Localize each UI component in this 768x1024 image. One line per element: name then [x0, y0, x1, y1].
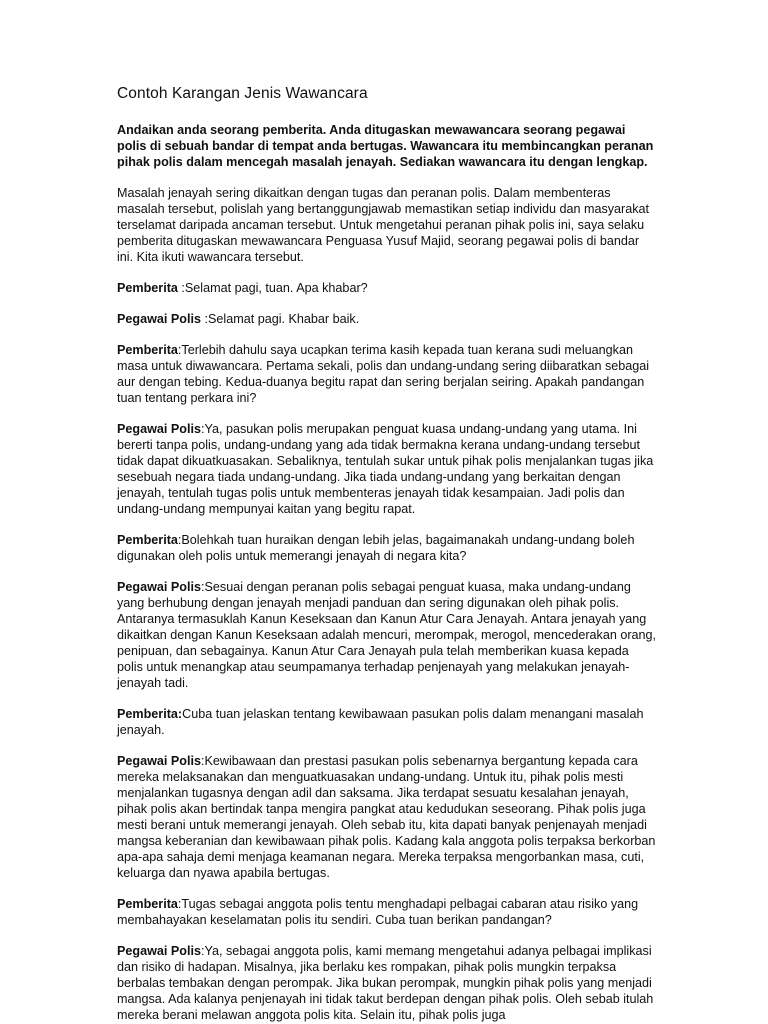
dialogue-paragraph — [117, 280, 658, 296]
dialogue-paragraph — [117, 896, 658, 928]
dialogue-paragraph — [117, 311, 658, 327]
speaker-label: Pegawai Polis — [117, 580, 201, 594]
dialogue-text: :Bolehkah tuan huraikan dengan lebih jelas, bagaimanakah undang-undang boleh digunakan oleh polis untuk memerangi jenayah di negara kita? — [117, 533, 635, 563]
dialogue-text: :Terlebih dahulu saya ucapkan terima kasih kepada tuan kerana sudi meluangkan masa untuk diwawancara. Pertama sekali, polis dan undang-undang sering diibaratkan sebagai aur dengan tebing. Kedua-duanya begitu rapat dan sering berjalan seiring. Apakah pandangan tuan tentang perkara ini? — [117, 343, 650, 405]
speaker-label: Pemberita: — [117, 707, 183, 721]
speaker-label: Pegawai Polis — [117, 312, 201, 326]
dialogue-text: :Ya, sebagai anggota polis, kami memang mengetahui adanya pelbagai implikasi dan risiko di hadapan. Misalnya, jika berlaku kes rompakan, pihak polis mungkin terpaksa berbalas tembakan dengan perompak. Jika bukan perompak, mungkin pihak polis yang menjadi mangsa. Ada kalanya penjenayah ini tidak takut berdepan dengan pihak polis. Oleh sebab itulah mereka berani melawan anggota polis kita. Selain itu, pihak polis juga — [117, 944, 654, 1022]
dialogue-text: :Tugas sebagai anggota polis tentu menghadapi pelbagai cabaran atau risiko yang membahayakan keselamatan polis itu sendiri. Cuba tuan berikan pandangan? — [117, 897, 639, 927]
speaker-label: Pegawai Polis — [117, 422, 201, 436]
intro-paragraph: Masalah jenayah sering dikaitkan dengan tugas dan peranan polis. Dalam membenteras masalah tersebut, polislah yang bertanggungjawab memastikan setiap individu dan masyarakat terselamat daripada ancaman tersebut. Untuk mengetahui peranan pihak polis ini, saya selaku pemberita ditugaskan mewawancara Penguasa Yusuf Majid, seorang pegawai polis di bandar ini. Kita ikuti wawancara tersebut. — [117, 186, 650, 264]
dialogue-text: Cuba tuan jelaskan tentang kewibawaan pasukan polis dalam menangani masalah jenayah. — [117, 707, 644, 737]
dialogue-paragraph — [117, 342, 658, 406]
speaker-label: Pemberita — [117, 281, 178, 295]
dialogue-paragraph — [117, 706, 658, 738]
task-instruction: Andaikan anda seorang pemberita. Anda ditugaskan mewawancara seorang pegawai polis di sebuah bandar di tempat anda bertugas. Wawancara itu membincangkan peranan pihak polis dalam mencegah masalah jenayah. Sediakan wawancara itu dengan lengkap. — [117, 123, 654, 169]
dialogue-text: :Selamat pagi. Khabar baik. — [201, 312, 360, 326]
dialogue-text: :Selamat pagi, tuan. Apa khabar? — [177, 281, 368, 295]
speaker-label: Pemberita — [117, 343, 178, 357]
interview-dialogue — [117, 280, 658, 1023]
dialogue-text: :Sesuai dengan peranan polis sebagai penguat kuasa, maka undang-undang yang berhubung dengan jenayah menjadi panduan dan sering digunakan oleh pihak polis. Antaranya termasuklah Kanun Keseksaan dan Kanun Atur Cara Jenayah. Antara jenayah yang dikaitkan dengan Kanun Keseksaan adalah mencuri, merompak, merogol, mencederakan orang, penipuan, dan sebagainya. Kanun Atur Cara Jenayah pula telah memberikan kuasa kepada polis untuk menangkap atau seumpamanya terhadap penjenayah yang melakukan jenayah-jenayah tadi. — [117, 580, 657, 690]
dialogue-paragraph — [117, 532, 658, 564]
dialogue-paragraph — [117, 579, 658, 691]
document-title: Contoh Karangan Jenis Wawancara — [117, 85, 368, 102]
speaker-label: Pegawai Polis — [117, 754, 201, 768]
dialogue-paragraph — [117, 421, 658, 517]
speaker-label: Pegawai Polis — [117, 944, 201, 958]
dialogue-paragraph — [117, 753, 658, 881]
speaker-label: Pemberita — [117, 897, 178, 911]
dialogue-paragraph — [117, 943, 658, 1023]
dialogue-text: :Kewibawaan dan prestasi pasukan polis sebenarnya bergantung kepada cara mereka melaksanakan dan menguatkuasakan undang-undang. Untuk itu, pihak polis mesti menjalankan tugasnya dengan adil dan saksama. Jika terdapat sesuatu kesalahan jenayah, pihak polis akan bertindak tanpa mengira pangkat atau kedudukan seseorang. Pihak polis juga mesti berani untuk memerangi jenayah. Oleh sebab itu, kita dapati banyak penjenayah menjadi mangsa keberanian dan kewibawaan pihak polis. Kadang kala anggota polis terpaksa berkorban apa-apa sahaja demi menjaga keamanan negara. Mereka terpaksa mengorbankan masa, cuti, keluarga dan nyawa apabila bertugas. — [117, 754, 656, 880]
speaker-label: Pemberita — [117, 533, 178, 547]
dialogue-text: :Ya, pasukan polis merupakan penguat kuasa undang-undang yang utama. Ini bererti tanpa polis, undang-undang yang ada tidak bermakna kerana undang-undang tersebut tidak dapat dikuatkuasakan. Sebaliknya, tentulah sukar untuk pihak polis menjalankan tugas jika sesebuah negara tiada undang-undang. Jika tiada undang-undang yang berkaitan dengan jenayah, tentulah tugas polis untuk membenteras jenayah tidak kesampaian. Jadi polis dan undang-undang mempunyai kaitan yang begitu rapat. — [117, 422, 654, 516]
